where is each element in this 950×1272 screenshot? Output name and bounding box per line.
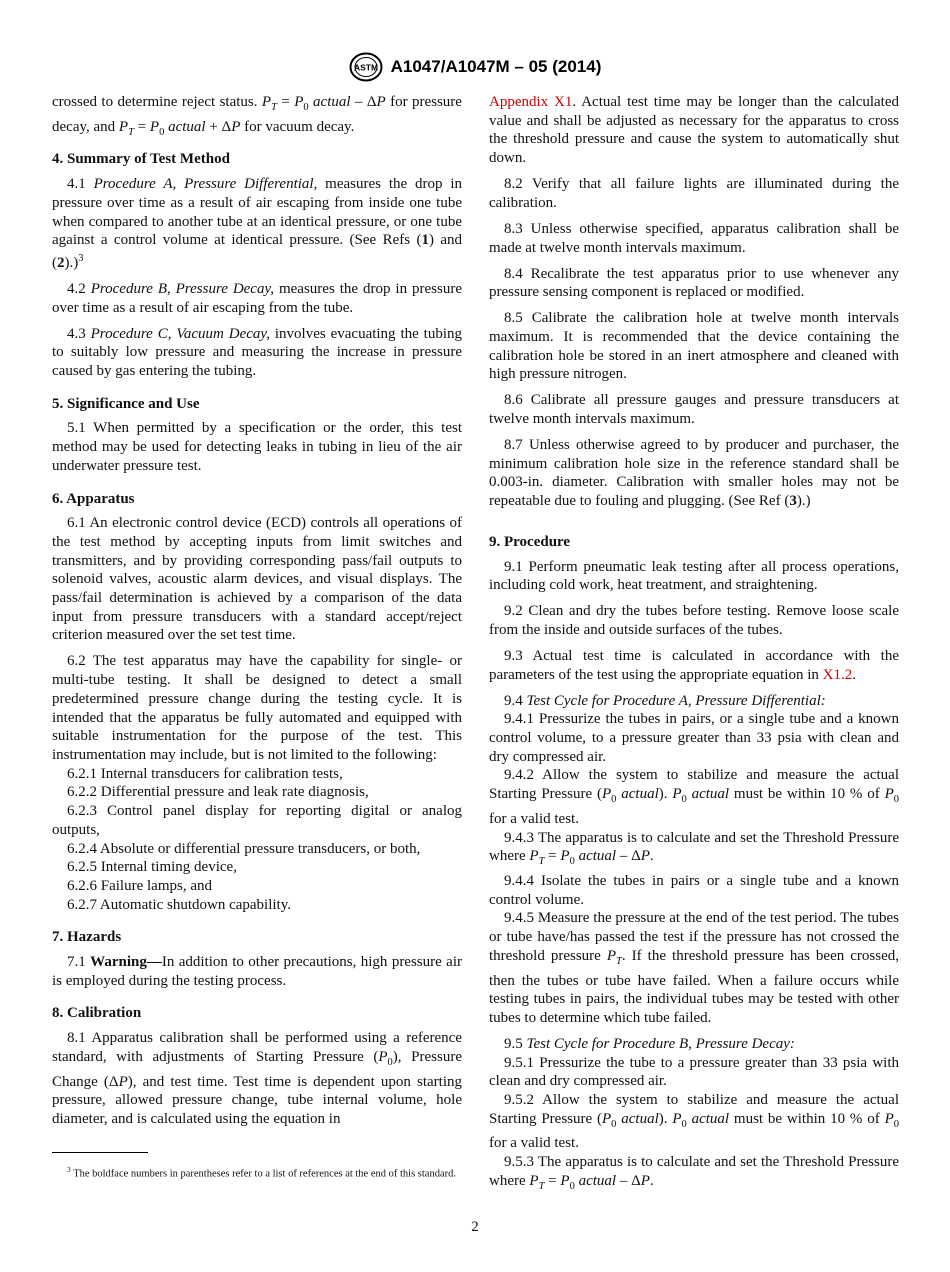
section-9-heading: 9. Procedure <box>489 533 571 550</box>
paragraph-8-2: 8.2 Verify that all failure lights are illuminated during the calibration. <box>489 176 899 211</box>
paragraph-9-5-1: 9.5.1 Pressurize the tube to a pressure greater than 33 psia with clean and dry compressed air. <box>489 1054 899 1090</box>
paragraph-5-1: 5.1 When permitted by a specification or the order, this test method may be used for detecting leaks in tubing in lieu of the air underwater pressure test. <box>52 420 462 474</box>
list-item: 6.2.5 Internal timing device, <box>67 859 237 876</box>
paragraph-4-1: 4.1 Procedure A, Pressure Differential, measures the drop in pressure over time as a result of air escaping from inside one tube when compared to another tube at an identical pressure, or one tube against a control volume at identical pressure. (See Refs (1) and (2).)$^3$ <box>52 176 463 271</box>
paragraph-8-6: 8.6 Calibrate all pressure gauges and pressure transducers at twelve month intervals maximum. <box>489 392 899 428</box>
paragraph-8-3: 8.3 Unless otherwise specified, apparatus calibration shall be made at twelve month intervals maximum. <box>489 220 899 256</box>
section-8-heading: 8. Calibration <box>52 1005 142 1022</box>
left-column <box>52 93 462 1136</box>
list-item: 6.2.2 Differential pressure and leak rate diagnosis, <box>67 784 369 801</box>
paragraph-8-5: 8.5 Calibrate the calibration hole at twelve month intervals maximum. It is recommended that the device containing the calibration hole be stored in an inert atmosphere and cleaned with high pressure nitrogen. <box>489 310 899 383</box>
astm-logo-text: ASTM <box>353 62 378 73</box>
list-item: 6.2.6 Failure lamps, and <box>67 877 212 894</box>
paragraph-6-2: 6.2 The test apparatus may have the capability for single- or multi-tube testing. It shall be designed to detect a small predetermined pressure change during the testing cycle. It is intended that the apparatus be fully automated and equipped with suitable instrumentation for the purpose of the test. This instrumentation may include, but is not limited to the following: <box>52 653 462 763</box>
list-item: 6.2.1 Internal transducers for calibration tests, <box>67 765 343 782</box>
section-5-heading: 5. Significance and Use <box>52 395 200 412</box>
paragraph-9-4-5: 9.4.5 Measure the pressure at the end of the test period. The tubes or tube have/has passed the test if the pressure has not crossed the threshold pressure $P_T$. If the threshold pressure has been crossed, then the tubes or tube have failed. When a failure occurs while testing tubes in pairs, the individual tubes may be tested with other tubes to determine which tube failed. <box>489 910 900 1026</box>
paragraph-9-3: 9.3 Actual test time is calculated in accordance with the parameters of the test using the appropriate equation in X1.2. <box>489 647 899 683</box>
paragraph-8-4: 8.4 Recalibrate the test apparatus prior to use whenever any pressure sensing component is replaced or modified. <box>489 265 899 301</box>
paragraph-4-3: 4.3 Procedure C, Vacuum Decay, involves evacuating the tubing to suitably low pressure and measuring the increase in pressure caused by gas entering the tubing. <box>52 325 462 380</box>
ref-2-link[interactable]: 2 <box>57 254 65 271</box>
paragraph-9-1: 9.1 Perform pneumatic leak testing after all process operations, including cold work, heat treatment, and straightening. <box>489 558 899 594</box>
ref-3-link[interactable]: 3 <box>789 493 797 510</box>
list-item: 6.2.4 Absolute or differential pressure transducers, or both, <box>67 840 421 857</box>
paragraph-8-1-cont: Appendix X1. Actual test time may be longer than the calculated value and shall be adjusted as necessary for the apparatus to cross the threshold pressure and cause the system to automatically shut down. <box>489 94 900 167</box>
paragraph-9-4: 9.4 Test Cycle for Procedure A, Pressure Differential: <box>504 692 826 709</box>
page-number: 2 <box>471 1219 479 1235</box>
paragraph-6-1: 6.1 An electronic control device (ECD) controls all operations of the test method by accepting inputs from limit switches and transmitters, and by providing corresponding pass/fail outputs to solenoid valves, acoustic alarm devices, and visual displays. The pass/fail determination is achieved by a comparison of the data input from pressure transducers with a standard accept/reject criterion measured over the set test time. <box>52 515 462 644</box>
page-header <box>0 52 950 82</box>
section-6-heading: 6. Apparatus <box>52 490 135 507</box>
paragraph-8-7: 8.7 Unless otherwise agreed to by producer and purchaser, the minimum calibration hole size in the reference standard shall be 0.003-in. diameter. Calibration with smaller holes may not be repeatable due to fouling and plugging. (See Ref (3).) <box>489 437 899 510</box>
paragraph-9-2: 9.2 Clean and dry the tubes before testing. Remove loose scale from the inside and outside surfaces of the tubes. <box>489 603 899 638</box>
paragraph-7-1: 7.1 Warning—In addition to other precautions, high pressure air is employed during the testing process. <box>52 954 462 989</box>
paragraph-4-2: 4.2 Procedure B, Pressure Decay, measures the drop in pressure over time as a result of air escaping from the tube. <box>52 280 462 316</box>
section-7-heading: 7. Hazards <box>52 929 122 946</box>
ref-1-link[interactable]: 1 <box>421 232 429 249</box>
list-item: 6.2.3 Control panel display for reporting digital or analog outputs, <box>52 803 462 838</box>
astm-logo-icon <box>349 52 383 82</box>
footnote: $^3$ The boldface numbers in parentheses refer to a list of references at the end of this standard. <box>67 1165 456 1180</box>
footnote-3-marker[interactable]: 3 <box>78 252 84 264</box>
right-column <box>489 93 899 1197</box>
appendix-x1-link[interactable]: Appendix X1 <box>489 94 573 110</box>
paragraph-9-5-2: 9.5.2 Allow the system to stabilize and measure the actual Starting Pressure ($P_0$ actual). $P_0$ actual must be within 10 % of $P_0$ for a valid test. <box>489 1092 899 1152</box>
paragraph-9-4-2: 9.4.2 Allow the system to stabilize and measure the actual Starting Pressure ($P_0$ actual). $P_0$ actual must be within 10 % of $P_0$ for a valid test. <box>489 767 899 827</box>
paragraph-9-4-1: 9.4.1 Pressurize the tubes in pairs, or a single tube and a known control volume, to a pressure greater than 33 psia with clean and dry compressed air. <box>489 711 899 765</box>
footnote-rule <box>52 1152 148 1153</box>
x1-2-link[interactable]: X1.2 <box>822 666 853 683</box>
paragraph-3-cont: crossed to determine reject status. $P_T = P_0$ actual – ΔP for pressure decay, and $P_T = P_0$ actual + ΔP for vacuum decay. <box>52 94 462 138</box>
paragraph-9-4-4: 9.4.4 Isolate the tubes in pairs or a single tube and a known control volume. <box>489 872 899 908</box>
paragraph-9-5: 9.5 Test Cycle for Procedure B, Pressure Decay: <box>504 1035 795 1052</box>
section-4-heading: 4. Summary of Test Method <box>52 151 230 168</box>
paragraph-9-5-3: 9.5.3 The apparatus is to calculate and set the Threshold Pressure where $P_T = P_0$ actual – ΔP. <box>489 1154 899 1192</box>
paragraph-9-4-3: 9.4.3 The apparatus is to calculate and set the Threshold Pressure where $P_T = P_0$ actual – ΔP. <box>489 829 899 868</box>
designation: A1047/A1047M – 05 (2014) <box>390 57 602 76</box>
list-item: 6.2.7 Automatic shutdown capability. <box>67 896 291 913</box>
paragraph-8-1: 8.1 Apparatus calibration shall be performed using a reference standard, with adjustments of Starting Pressure $(P_0)$, Pressure Change (ΔP), and test time. Test time is dependent upon starting pressure, allowed pressure change, tube internal volume, hole diameter, and is calculated using the equation in <box>52 1030 462 1127</box>
